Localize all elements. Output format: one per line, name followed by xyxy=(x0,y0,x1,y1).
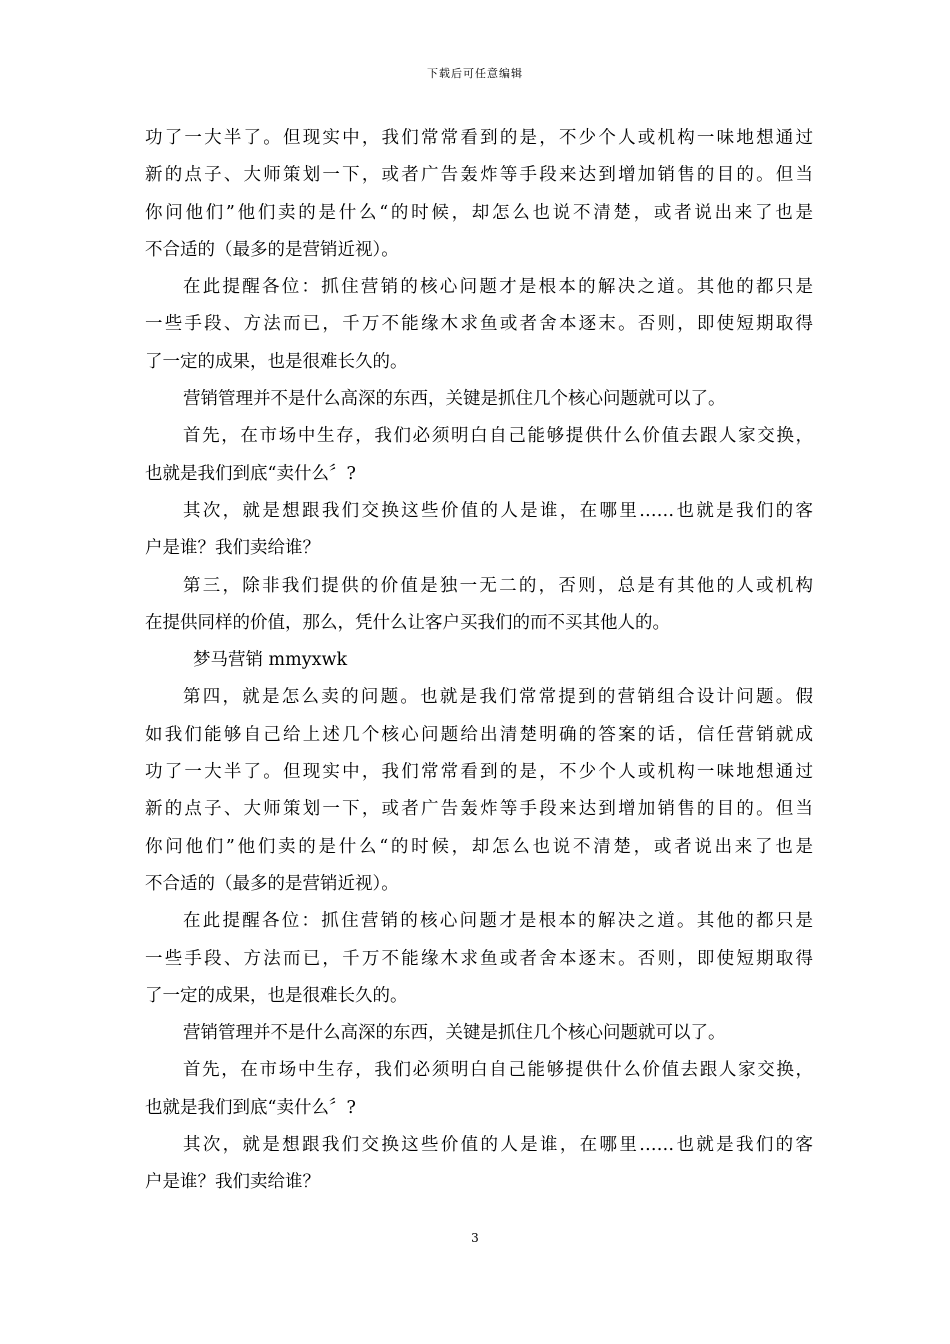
text-line: 你问他们”他们卖的是什么“的时候，却怎么也说不清楚，或者说出来了也是 xyxy=(145,202,813,223)
page-number: 3 xyxy=(471,1231,479,1245)
paragraph-first-line: 在此提醒各位：抓住营销的核心问题才是根本的解决之道。其他的都只是 xyxy=(183,911,813,932)
text-line: 不合适的（最多的是营销近视）。 xyxy=(145,873,399,894)
paragraph-first-line: 其次，就是想跟我们交换这些价值的人是谁，在哪里……也就是我们的客 xyxy=(183,500,813,521)
paragraph-first-line: 首先，在市场中生存，我们必须明白自己能够提供什么价值去跟人家交换， xyxy=(183,1060,813,1081)
text-line: 也就是我们到底“卖什么〞? xyxy=(145,1097,356,1118)
paragraph-first-line: 第四，就是怎么卖的问题。也就是我们常常提到的营销组合设计问题。假 xyxy=(183,687,813,708)
text-line: 了一定的成果，也是很难长久的。 xyxy=(145,351,408,372)
page-header: 下载后可任意编辑 xyxy=(427,67,523,80)
text-line: 在提供同样的价值，那么，凭什么让客户买我们的而不买其他人的。 xyxy=(145,612,670,633)
text-line: 功了一大半了。但现实中，我们常常看到的是，不少个人或机构一味地想通过 xyxy=(145,762,813,783)
text-line: 了一定的成果，也是很难长久的。 xyxy=(145,985,408,1006)
document-body xyxy=(145,120,813,1202)
text-line: 户是谁？我们卖给谁？ xyxy=(145,1172,320,1193)
text-line: 一些手段、方法而已，千万不能缘木求鱼或者舍本逐末。否则，即使短期取得 xyxy=(145,314,813,335)
text-line: 如我们能够自己给上述几个核心问题给出清楚明确的答案的话，信任营销就成 xyxy=(145,724,813,745)
paragraph-first-line: 营销管理并不是什么高深的东西，关键是抓住几个核心问题就可以了。 xyxy=(183,1023,726,1044)
text-line: 也就是我们到底“卖什么〞? xyxy=(145,463,356,484)
paragraph-first-line: 在此提醒各位：抓住营销的核心问题才是根本的解决之道。其他的都只是 xyxy=(183,277,813,298)
text-line: 新的点子、大师策划一下，或者广告轰炸等手段来达到增加销售的目的。但当 xyxy=(145,165,813,186)
paragraph-first-line: 营销管理并不是什么高深的东西，关键是抓住几个核心问题就可以了。 xyxy=(183,389,726,410)
text-line: 功了一大半了。但现实中，我们常常看到的是，不少个人或机构一味地想通过 xyxy=(145,128,813,148)
watermark-text: 梦马营销 mmyxwk xyxy=(193,650,348,671)
text-line: 一些手段、方法而已，千万不能缘木求鱼或者舍本逐末。否则，即使短期取得 xyxy=(145,948,813,969)
paragraph-first-line: 首先，在市场中生存，我们必须明白自己能够提供什么价值去跟人家交换， xyxy=(183,426,813,447)
paragraph-first-line: 其次，就是想跟我们交换这些价值的人是谁，在哪里……也就是我们的客 xyxy=(183,1135,813,1156)
text-line: 不合适的（最多的是营销近视）。 xyxy=(145,239,399,260)
text-line: 户是谁？我们卖给谁？ xyxy=(145,538,320,559)
text-line: 你问他们”他们卖的是什么“的时候，却怎么也说不清楚，或者说出来了也是 xyxy=(145,836,813,857)
text-line: 新的点子、大师策划一下，或者广告轰炸等手段来达到增加销售的目的。但当 xyxy=(145,799,813,820)
paragraph-first-line: 第三，除非我们提供的价值是独一无二的，否则，总是有其他的人或机构 xyxy=(183,575,813,596)
